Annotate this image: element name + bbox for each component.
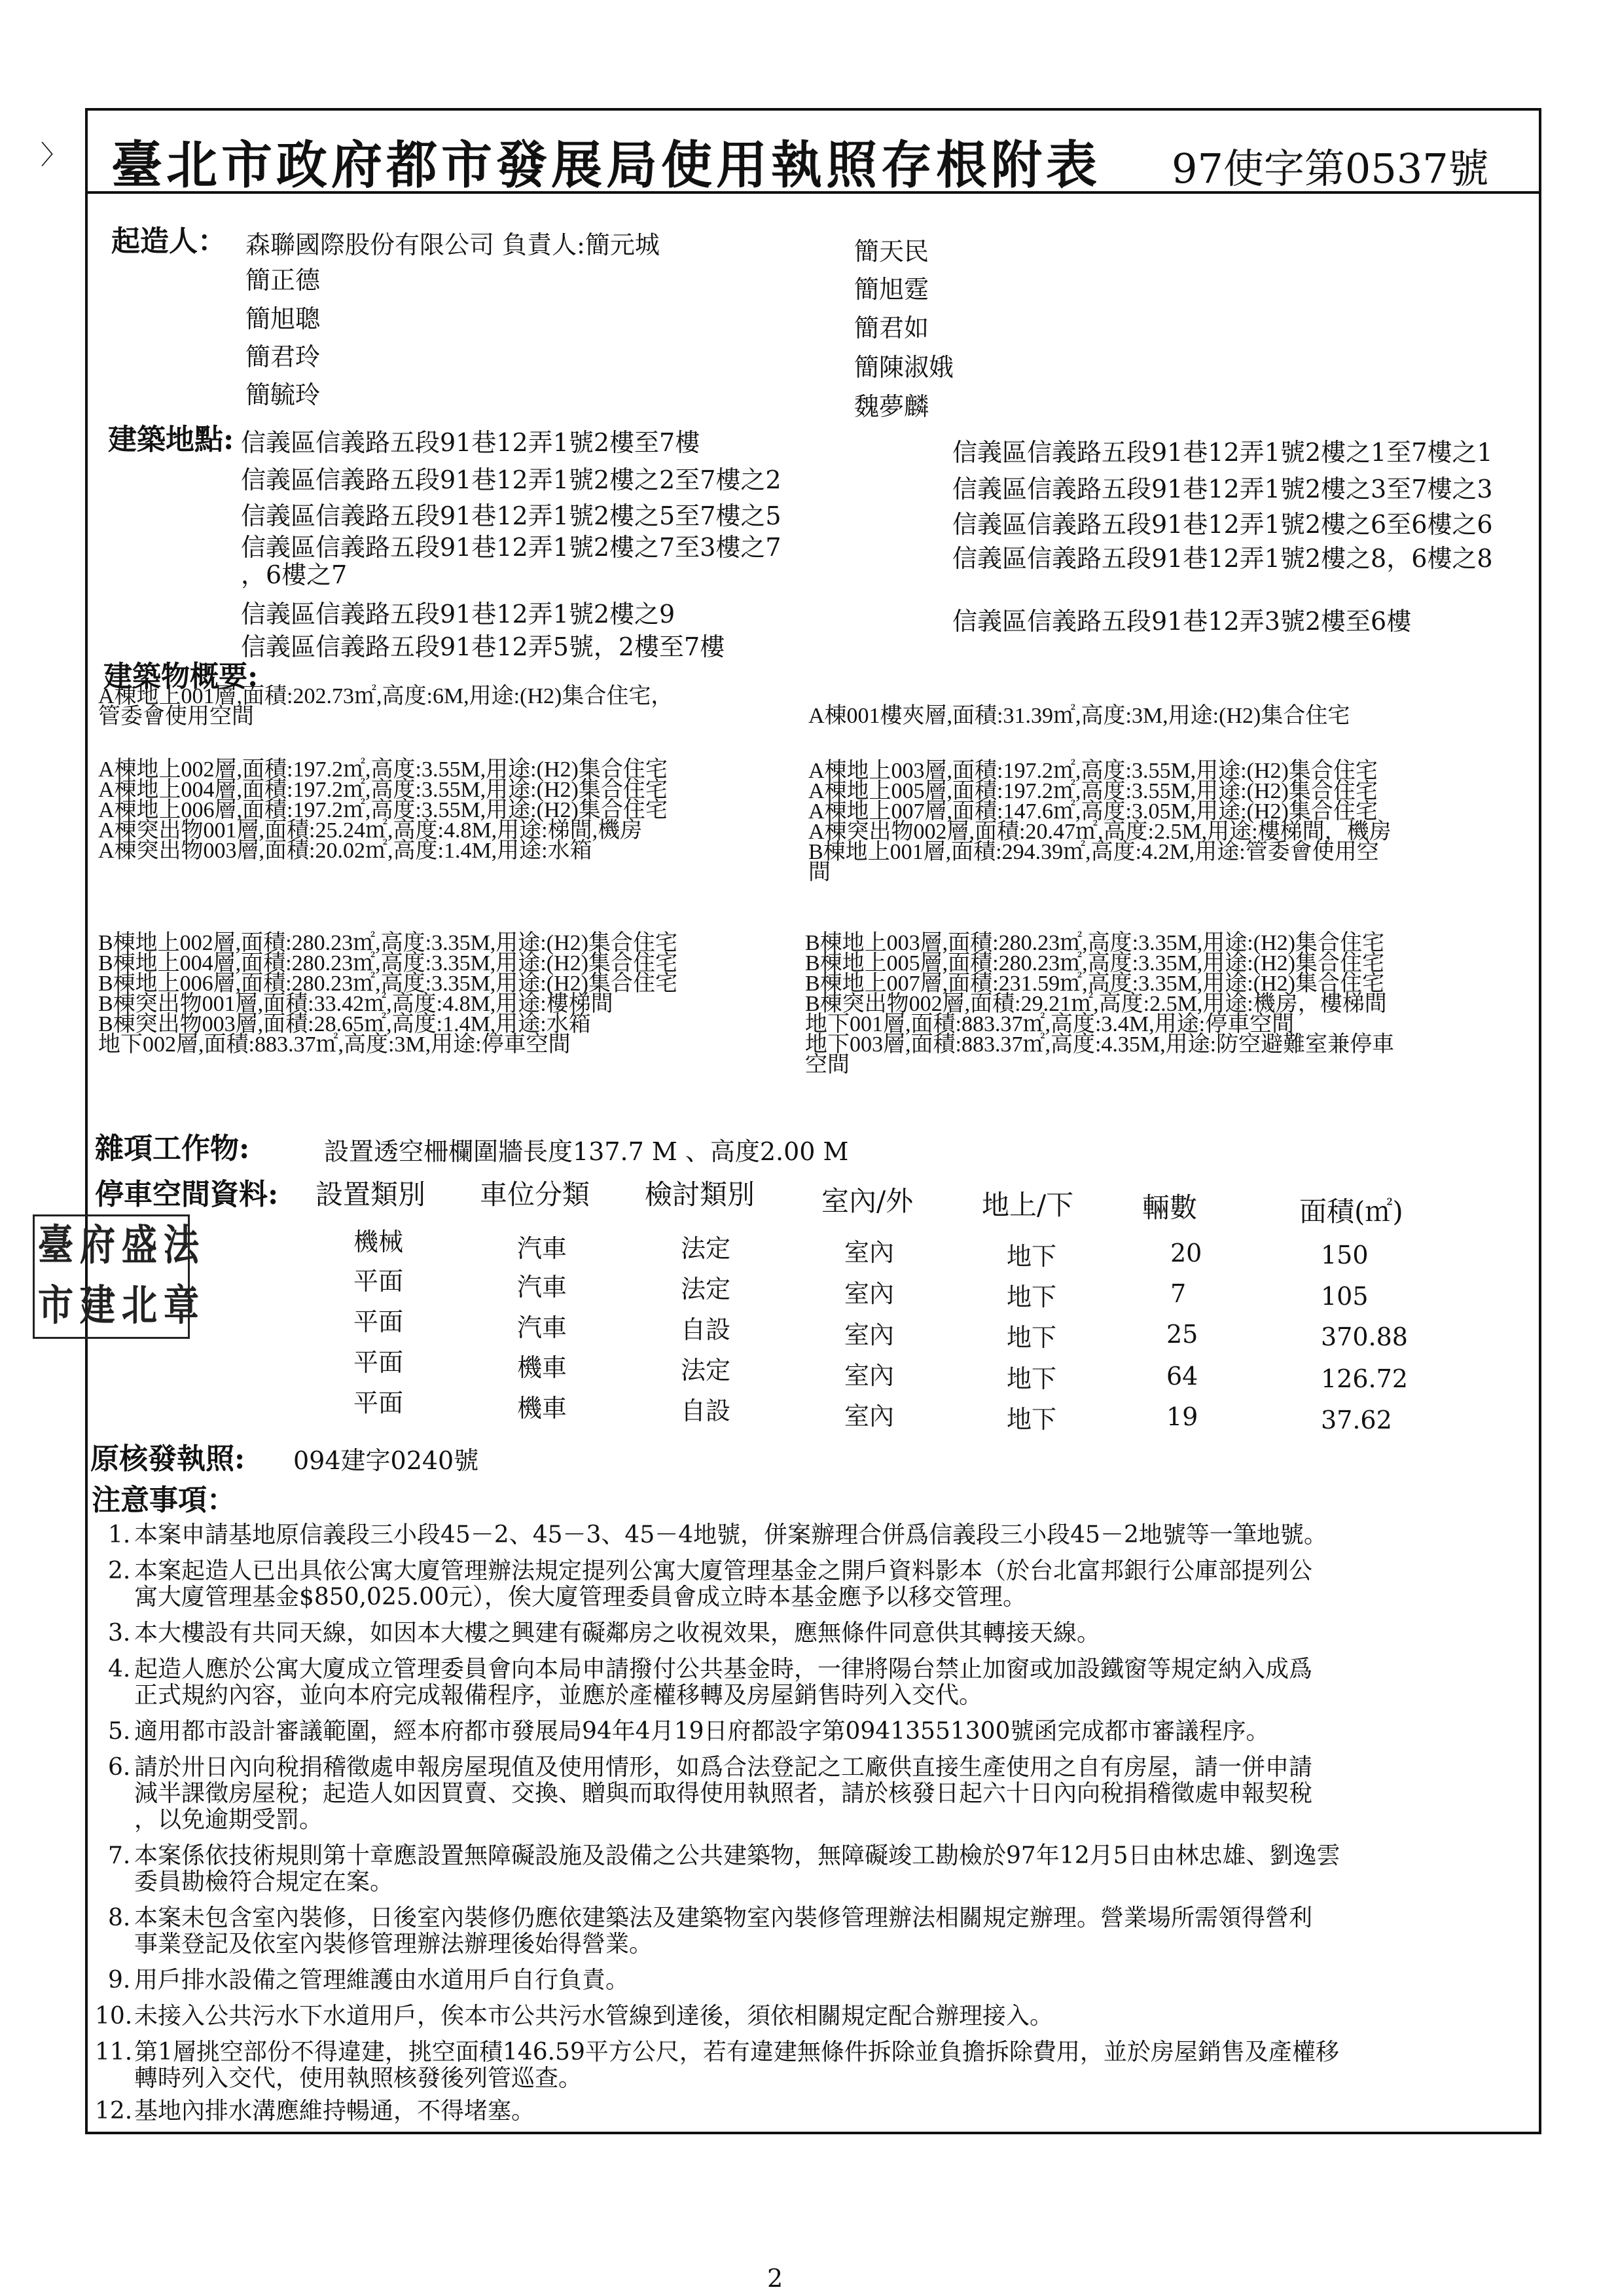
parking-header: 面積(㎡)	[1299, 1195, 1403, 1228]
building-floor-line: B棟地上007層,面積:231.59㎡,高度:3.35M,用途:(H2)集合住宅	[805, 972, 1384, 996]
note-line: 用戶排水設備之管理維護由水道用戶自行負責。	[134, 1967, 630, 1994]
builder-primary: 森聯國際股份有限公司 負責人:簡元城	[245, 230, 660, 259]
site-address: 信義區信義路五段91巷12弄1號2樓之8，6樓之8	[952, 544, 1493, 573]
building-floor-line: B棟突出物003層,面積:28.65㎡,高度:1.4M,用途:水箱	[98, 1012, 591, 1036]
builder-name: 簡毓玲	[245, 380, 321, 409]
note-number: 4.	[108, 1656, 131, 1683]
builder-name: 簡正德	[245, 266, 321, 295]
parking-cell: 平面	[353, 1267, 404, 1296]
notes-label: 注意事項：	[92, 1484, 236, 1517]
seal-char: 建	[79, 1281, 116, 1330]
note-line: 本案起造人已出具依公寓大廈管理辦法規定提列公寓大廈管理基金之開戶資料影本（於台北富邦銀行公庫部提列公	[134, 1558, 1313, 1584]
building-floor-line: 地下002層,面積:883.37㎡,高度:3M,用途:停車空間	[98, 1032, 571, 1057]
note-number: 6.	[108, 1754, 131, 1781]
building-floor-line: A棟地上001層,面積:202.73㎡,高度:6M,用途:(H2)集合住宅，	[98, 684, 674, 708]
note-item	[134, 1755, 1312, 1833]
note-number: 8.	[108, 1904, 131, 1931]
note-line: ，以免逾期受罰。	[134, 1806, 323, 1833]
building-floor-line: B棟地上003層,面積:280.23㎡,高度:3.35M,用途:(H2)集合住宅	[805, 931, 1384, 955]
builder-name: 魏夢麟	[854, 392, 929, 421]
note-line: 基地內排水溝應維持暢通，不得堵塞。	[134, 2098, 535, 2124]
note-item	[134, 1620, 1100, 1647]
seal-char: 法	[163, 1221, 200, 1270]
builder-name: 簡天民	[854, 237, 929, 266]
note-item	[134, 2003, 1053, 2030]
parking-cell: 室內	[844, 1238, 895, 1267]
building-floor-line: A棟地上002層,面積:197.2㎡,高度:3.55M,用途:(H2)集合住宅	[98, 757, 668, 782]
parking-header: 檢討類別	[645, 1178, 755, 1211]
note-item	[134, 1719, 1269, 1745]
parking-header: 車位分類	[480, 1178, 590, 1211]
note-line: 請於卅日內向稅捐稽徵處申報房屋現值及使用情形，如爲合法登記之工廠供直接生產使用之自有房屋，請一併申請	[134, 1754, 1313, 1781]
seal-char: 市	[37, 1281, 74, 1330]
building-floor-line: 地下001層,面積:883.37㎡,高度:3.4M,用途:停車空間	[805, 1012, 1295, 1036]
parking-cell: 19	[1166, 1402, 1198, 1431]
note-number: 12.	[95, 2098, 133, 2124]
parking-cell: 機械	[353, 1228, 404, 1256]
parking-cell: 室內	[844, 1402, 895, 1430]
parking-cell: 地下	[1007, 1323, 1057, 1352]
note-item	[134, 1522, 1327, 1548]
builders-label: 起造人：	[111, 225, 226, 258]
parking-cell: 汽車	[517, 1234, 567, 1263]
building-floor-line: A棟地上007層,面積:147.6㎡,高度:3.05M,用途:(H2)集合住宅	[808, 799, 1378, 824]
building-b-right	[805, 933, 1394, 1075]
building-floor-line: A棟地上005層,面積:197.2㎡,高度:3.55M,用途:(H2)集合住宅	[808, 779, 1378, 803]
parking-label: 停車空間資料:	[95, 1178, 279, 1211]
building-floor-line: 間	[808, 860, 831, 884]
building-floor-line: A棟地上003層,面積:197.2㎡,高度:3.55M,用途:(H2)集合住宅	[808, 759, 1378, 783]
parking-header: 設置類別	[315, 1178, 426, 1211]
note-line: 本案申請基地原信義段三小段45－2、45－3、45－4地號，併案辦理合併爲信義段三小段45－2地號等一筆地號。	[134, 1522, 1327, 1548]
parking-cell: 105	[1321, 1282, 1369, 1311]
parking-cell: 機車	[517, 1394, 567, 1423]
parking-cell: 地下	[1007, 1364, 1057, 1393]
punch-mark: 〉	[41, 140, 67, 170]
parking-header: 室內/外	[821, 1185, 914, 1217]
building-a-first-left	[98, 686, 673, 727]
building-a-first-right: A棟001樓夾層,面積:31.39㎡,高度:3M,用途:(H2)集合住宅	[808, 704, 1350, 728]
note-item	[134, 2039, 1339, 2092]
building-floor-line: B棟地上002層,面積:280.23㎡,高度:3.35M,用途:(H2)集合住宅	[98, 931, 677, 955]
note-number: 2.	[108, 1558, 131, 1584]
building-b-left	[98, 933, 677, 1055]
note-number: 7.	[108, 1842, 131, 1869]
parking-cell: 法定	[681, 1234, 731, 1263]
note-item	[134, 1558, 1312, 1611]
building-floor-line: B棟突出物001層,面積:33.42㎡,高度:4.8M,用途:樓梯間	[98, 992, 613, 1016]
building-floor-line: B棟地上004層,面積:280.23㎡,高度:3.35M,用途:(H2)集合住宅	[98, 951, 677, 975]
building-floor-line: 空間	[805, 1053, 850, 1077]
builder-name: 簡旭霆	[854, 275, 929, 304]
site-label: 建築地點:	[108, 423, 234, 456]
building-floor-line: A棟突出物001層,面積:25.24㎡,高度:4.8M,用途:梯間,機房	[98, 818, 643, 843]
parking-cell: 自設	[681, 1315, 731, 1344]
page-number: 2	[767, 2264, 783, 2293]
parking-cell: 自設	[681, 1396, 731, 1425]
parking-cell: 20	[1170, 1239, 1202, 1267]
site-address: 信義區信義路五段91巷12弄1號2樓之5至7樓之5	[241, 501, 782, 530]
original-permit-value: 094建字0240號	[293, 1446, 479, 1475]
building-label: 建築物概要:	[103, 660, 259, 693]
site-address: 信義區信義路五段91巷12弄1號2樓之1至7樓之1	[952, 438, 1493, 467]
original-permit-label: 原核發執照:	[90, 1442, 245, 1476]
note-item	[134, 1843, 1340, 1895]
building-floor-line: B棟地上001層,面積:294.39㎡,高度:4.2M,用途:管委會使用空	[808, 840, 1379, 864]
parking-cell: 平面	[353, 1307, 404, 1336]
parking-cell: 地下	[1007, 1242, 1057, 1271]
note-item	[134, 1905, 1312, 1958]
site-address: 信義區信義路五段91巷12弄3號2樓至6樓	[952, 607, 1412, 636]
parking-cell: 126.72	[1321, 1364, 1408, 1393]
seal-char: 章	[163, 1281, 200, 1330]
note-item	[134, 1967, 629, 1994]
note-line: 本案係依技術規則第十章應設置無障礙設施及設備之公共建築物，無障礙竣工勘檢於97年12月5日由林忠雄、劉逸雲	[134, 1842, 1340, 1869]
parking-cell: 汽車	[517, 1313, 567, 1342]
parking-cell: 室內	[844, 1361, 895, 1390]
note-line: 寓大廈管理基金$850,025.00元），俟大廈管理委員會成立時本基金應予以移交管理。	[134, 1584, 1027, 1611]
parking-cell: 汽車	[517, 1273, 567, 1302]
parking-cell: 25	[1166, 1320, 1198, 1349]
building-floor-line: B棟地上006層,面積:280.23㎡,高度:3.35M,用途:(H2)集合住宅	[98, 972, 677, 996]
building-floor-line: A棟地上006層,面積:197.2㎡,高度:3.55M,用途:(H2)集合住宅	[98, 798, 668, 822]
building-a-left	[98, 759, 668, 861]
building-floor-line: 管委會使用空間	[98, 704, 254, 729]
parking-cell: 機車	[517, 1353, 567, 1382]
parking-cell: 室內	[844, 1279, 895, 1308]
site-address: ，6樓之7	[241, 560, 348, 589]
parking-cell: 37.62	[1321, 1406, 1392, 1434]
note-line: 本案未包含室內裝修，日後室內裝修仍應依建築法及建築物室內裝修管理辦法相關規定辦理。營業場所需領得營利	[134, 1904, 1313, 1931]
site-address: 信義區信義路五段91巷12弄1號2樓之6至6樓之6	[952, 510, 1493, 539]
site-address: 信義區信義路五段91巷12弄1號2樓之7至3樓之7	[241, 533, 782, 562]
note-line: 未接入公共污水下水道用戶，俟本市公共污水管線到達後，須依相關規定配合辦理接入。	[134, 2003, 1054, 2030]
parking-cell: 平面	[353, 1389, 404, 1417]
note-line: 轉時列入交代，使用執照核發後列管巡查。	[134, 2065, 583, 2092]
parking-cell: 地下	[1007, 1283, 1057, 1311]
permit-number: 97使字第0537號	[1172, 145, 1489, 192]
misc-label: 雜項工作物:	[95, 1132, 250, 1165]
building-floor-line: 地下003層,面積:883.37㎡,高度:4.35M,用途:防空避難室兼停車	[805, 1032, 1395, 1057]
parking-cell: 7	[1170, 1279, 1187, 1308]
note-number: 10.	[95, 2003, 133, 2030]
parking-header: 輛數	[1142, 1192, 1198, 1224]
note-item	[134, 2098, 535, 2124]
note-line: 正式規約內容，並向本府完成報備程序，並應於產權移轉及房屋銷售時列入交代。	[134, 1682, 983, 1709]
site-address: 信義區信義路五段91巷12弄1號2樓之3至7樓之3	[952, 475, 1493, 503]
parking-cell: 地下	[1007, 1405, 1057, 1434]
seal-char: 北	[121, 1281, 158, 1330]
building-floor-line: B棟突出物002層,面積:29.21㎡,高度:2.5M,用途:機房，樓梯間	[805, 992, 1387, 1016]
builder-name: 簡陳淑娥	[854, 353, 954, 382]
building-floor-line: A棟突出物002層,面積:20.47㎡,高度:2.5M,用途:樓梯間，機房	[808, 820, 1392, 844]
site-address: 信義區信義路五段91巷12弄1號2樓至7樓	[241, 428, 700, 457]
note-line: 適用都市設計審議範圍，經本府都市發展局94年4月19日府都設字第09413551300號函完成都市審議程序。	[134, 1718, 1270, 1745]
building-a-right	[808, 761, 1392, 883]
seal-char: 盛	[121, 1221, 158, 1270]
site-address: 信義區信義路五段91巷12弄5號，2樓至7樓	[241, 632, 725, 661]
site-address: 信義區信義路五段91巷12弄1號2樓之9	[241, 600, 675, 629]
note-number: 9.	[108, 1967, 131, 1994]
misc-value: 設置透空柵欄圍牆長度137.7 M 、高度2.00 M	[324, 1137, 849, 1166]
building-floor-line: B棟地上005層,面積:280.23㎡,高度:3.35M,用途:(H2)集合住宅	[805, 951, 1384, 975]
seal-char: 臺	[37, 1221, 74, 1270]
note-line: 第1層挑空部份不得違建，挑空面積146.59平方公尺，若有違建無條件拆除並負擔拆除費用，並於房屋銷售及產權移	[134, 2039, 1339, 2066]
official-seal-stamp	[33, 1214, 200, 1339]
note-number: 5.	[108, 1718, 131, 1745]
parking-cell: 150	[1321, 1241, 1369, 1269]
site-address: 信義區信義路五段91巷12弄1號2樓之2至7樓之2	[241, 465, 782, 494]
note-number: 3.	[108, 1620, 131, 1647]
parking-cell: 平面	[353, 1348, 404, 1377]
parking-cell: 64	[1166, 1362, 1198, 1391]
note-number: 1.	[108, 1522, 131, 1548]
note-line: 事業登記及依室內裝修管理辦法辦理後始得營業。	[134, 1931, 653, 1958]
note-line: 減半課徵房屋稅；起造人如因買賣、交換、贈與而取得使用執照者，請於核發日起六十日內向稅捐稽徵處申報契稅	[134, 1780, 1313, 1807]
parking-cell: 室內	[844, 1321, 895, 1349]
parking-header: 地上/下	[982, 1189, 1074, 1221]
building-floor-line: A棟地上004層,面積:197.2㎡,高度:3.55M,用途:(H2)集合住宅	[98, 778, 668, 802]
note-line: 委員勘檢符合規定在案。	[134, 1868, 394, 1895]
document-title: 臺北市政府都市發展局使用執照存根附表	[111, 136, 1102, 195]
builder-name: 簡君如	[854, 314, 929, 342]
note-number: 11.	[95, 2039, 133, 2066]
parking-cell: 法定	[681, 1275, 731, 1303]
note-line: 本大樓設有共同天線，如因本大樓之興建有礙鄰房之收視效果，應無條件同意供其轉接天線。	[134, 1620, 1101, 1647]
builder-name: 簡君玲	[245, 342, 321, 371]
parking-cell: 370.88	[1321, 1322, 1408, 1351]
parking-cell: 法定	[681, 1356, 731, 1385]
seal-char: 府	[79, 1221, 116, 1270]
note-item	[134, 1656, 1312, 1709]
note-line: 起造人應於公寓大廈成立管理委員會向本局申請撥付公共基金時，一律將陽台禁止加窗或加設鐵窗等規定納入成爲	[134, 1656, 1313, 1683]
builder-name: 簡旭聰	[245, 304, 321, 333]
building-floor-line: A棟突出物003層,面積:20.02㎡,高度:1.4M,用途:水箱	[98, 839, 592, 863]
